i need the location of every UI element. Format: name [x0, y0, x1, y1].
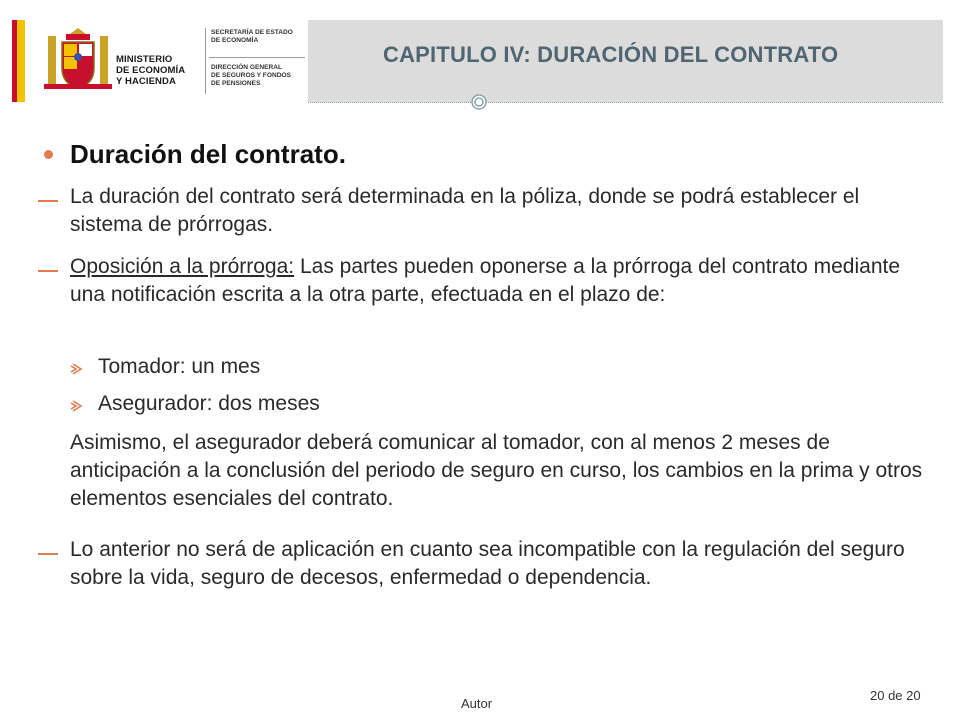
arrow-bullet-icon	[70, 362, 84, 376]
arrow-bullet-icon	[70, 399, 84, 413]
opposition-label: Oposición a la prórroga:	[70, 255, 295, 278]
secretaria-name: SECRETARÍA DE ESTADO DE ECONOMÍA	[211, 29, 293, 44]
dash-bullet-icon	[38, 200, 58, 202]
bullet-dot-icon	[44, 150, 53, 159]
direccion-name: DIRECCIÓN GENERAL DE SEGUROS Y FONDOS DE PENSIONES	[211, 64, 291, 87]
page-number: 20 de 20	[870, 688, 921, 703]
ministry-name: MINISTERIO DE ECONOMÍA Y HACIENDA	[116, 54, 186, 87]
sub-item-asegurador: Asegurador: dos meses	[98, 392, 320, 415]
paragraph-asimismo: Asimismo, el asegurador deberá comunicar al tomador, con al menos 2 meses de anticipación a la conclusión del periodo de seguro en curso, los cambios en la prima y otros elementos esenciales del contrato.	[70, 431, 923, 510]
paragraph-incompatible: Lo anterior no será de aplicación en cuanto sea incompatible con la regulación del seguro sobre la vida, seguro de decesos, enfermedad o dependencia.	[70, 538, 905, 589]
paragraph-duration: La duración del contrato será determinada en la póliza, donde se podrá establecer el sistema de prórrogas.	[70, 185, 860, 236]
dash-bullet-icon	[38, 553, 58, 555]
footer-author: Autor	[461, 696, 493, 711]
slide-title: CAPITULO IV: DURACIÓN DEL CONTRATO	[383, 42, 839, 67]
sub-item-tomador: Tomador: un mes	[98, 355, 261, 378]
section-heading: Duración del contrato.	[70, 139, 346, 169]
paragraph-opposition	[70, 253, 930, 309]
opposition-text: Las partes pueden oponerse a la prórroga del contrato mediante una notificación escrita a la otra parte, efectuada en el plazo de:	[70, 255, 901, 306]
dash-bullet-icon	[38, 270, 58, 272]
